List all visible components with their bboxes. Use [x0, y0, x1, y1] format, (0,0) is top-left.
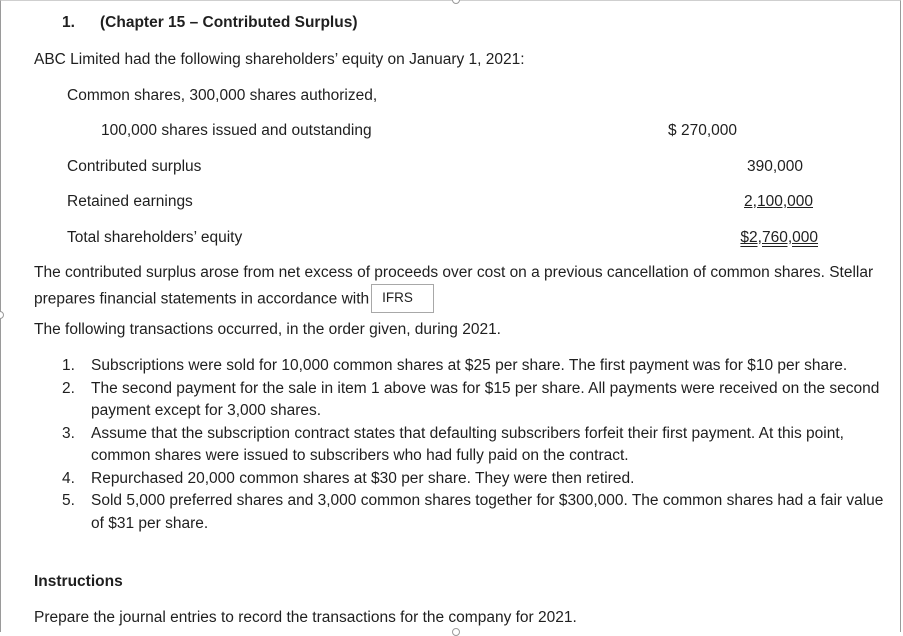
- question-number: 1.: [62, 14, 75, 31]
- retained-earnings-value: 2,100,000: [744, 193, 813, 210]
- item-number: 4.: [62, 469, 75, 487]
- item-number: 5.: [62, 492, 75, 509]
- item-text: Sold 5,000 preferred shares and 3,000 common shares together for $300,000. The common shares had a fair value of $31 per share.: [91, 492, 884, 532]
- question-heading: [62, 14, 358, 32]
- item-text: Assume that the subscription contract states that defaulting subscribers forfeit their first payment. At this point, common shares were issued to subscribers who had fully paid on the contract.: [91, 424, 844, 464]
- item-number: 2.: [62, 379, 75, 397]
- total-equity-label: Total shareholders’ equity: [67, 229, 243, 246]
- item-number: 3.: [62, 424, 75, 442]
- question-title: (Chapter 15 – Contributed Surplus): [100, 14, 358, 31]
- contributed-surplus-label: Contributed surplus: [67, 158, 202, 175]
- list-item: [62, 490, 892, 535]
- total-equity-value: $2,760,000: [740, 229, 818, 246]
- instructions-heading: Instructions: [34, 573, 123, 590]
- list-item: [62, 378, 892, 423]
- item-text: Repurchased 20,000 common shares at $30 per share. They were then retired.: [91, 469, 635, 487]
- transactions-list: [62, 355, 892, 535]
- transactions-intro: The following transactions occurred, in the order given, during 2021.: [34, 321, 501, 338]
- list-item: [62, 468, 892, 491]
- contributed-surplus-note: [34, 261, 874, 314]
- note-text: The contributed surplus arose from net excess of proceeds over cost on a previous cancellation of common shares. Stellar prepares financial statements in accordance with: [34, 264, 874, 308]
- common-shares-value: $ 270,000: [668, 122, 737, 139]
- common-shares-issued-label: 100,000 shares issued and outstanding: [101, 122, 372, 139]
- standard-dropdown[interactable]: IFRS: [371, 284, 434, 313]
- item-text: Subscriptions were sold for 10,000 common shares at $25 per share. The first payment was for $10 per share.: [91, 357, 848, 374]
- intro-text: ABC Limited had the following shareholders’ equity on January 1, 2021:: [34, 51, 525, 68]
- item-text: The second payment for the sale in item 1 above was for $15 per share. All payments were received on the second payment except for 3,000 shares.: [91, 379, 880, 419]
- list-item: [62, 355, 892, 378]
- common-shares-label: Common shares, 300,000 shares authorized,: [67, 87, 378, 104]
- contributed-surplus-value: 390,000: [746, 158, 803, 175]
- list-item: [62, 423, 892, 468]
- retained-earnings-label: Retained earnings: [67, 193, 193, 210]
- item-number: 1.: [62, 357, 75, 374]
- instructions-text: Prepare the journal entries to record the transactions for the company for 2021.: [34, 609, 577, 626]
